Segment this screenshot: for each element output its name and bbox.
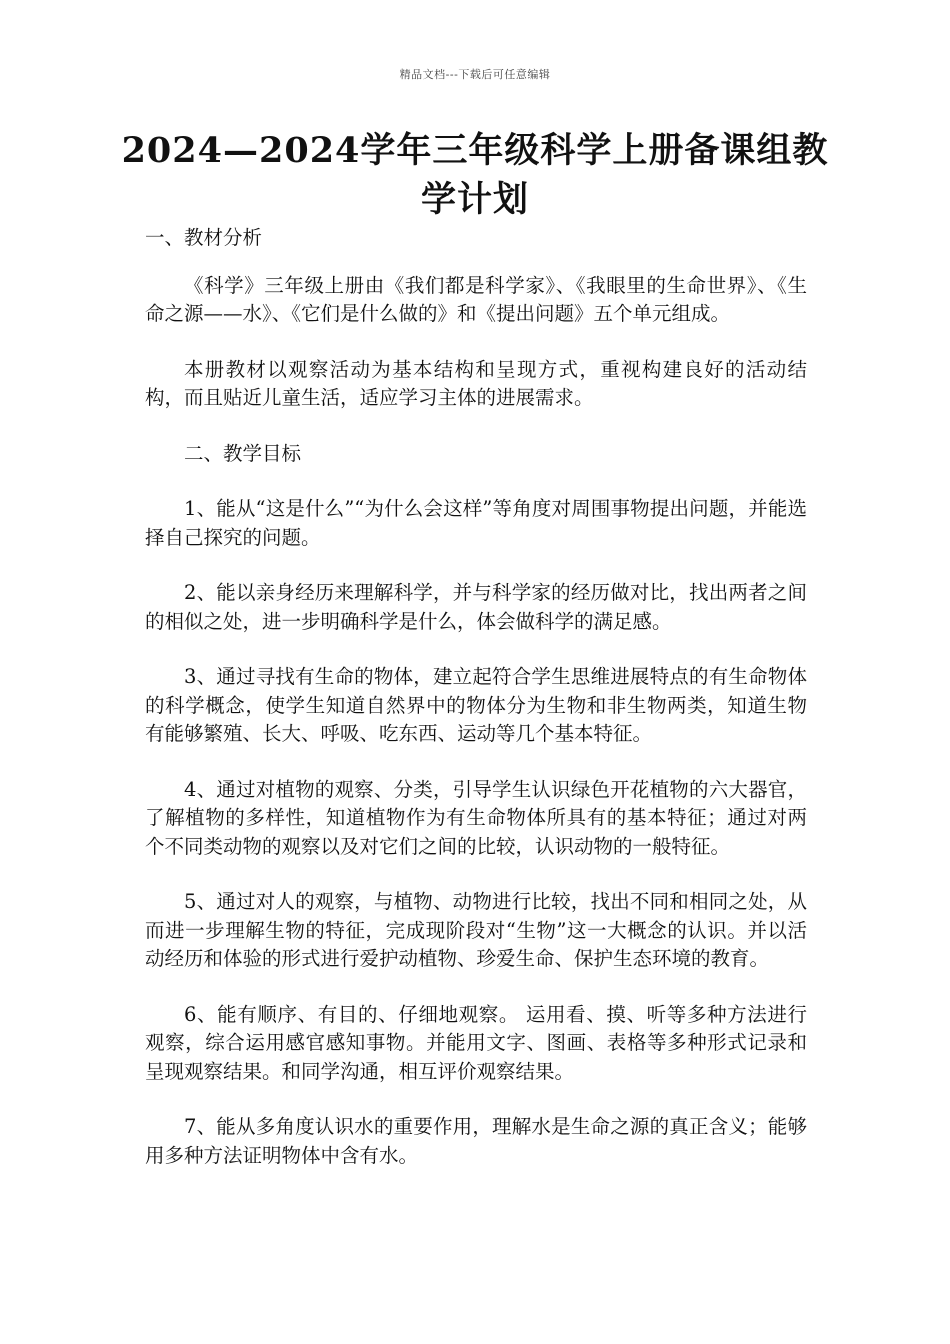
goal-item-5: 5、通过对人的观察，与植物、动物进行比较，找出不同和相同之处，从而进一步理解生物的特征，完成现阶段对“生物”这一大概念的认识。并以活动经历和体验的形式进行爱护动植物、珍爱生命、保护生态环境的教育。: [145, 890, 807, 970]
header-note: 精品文档---下载后可任意编辑: [399, 68, 551, 81]
goal-item-3: 3、通过寻找有生命的物体，建立起符合学生思维进展特点的有生命物体的科学概念，使学生知道自然界中的物体分为生物和非生物两类，知道生物有能够繁殖、长大、呼吸、吃东西、运动等几个基本特征。: [145, 665, 807, 745]
section-heading-goals: 二、教学目标: [184, 441, 302, 465]
document-body: [145, 224, 807, 1197]
goal-item-6: 6、能有顺序、有目的、仔细地观察。 运用看、摸、听等多种方法进行观察，综合运用感官感知事物。并能用文字、图画、表格等多种形式记录和呈现观察结果。和同学沟通，相互评价观察结果。: [145, 1002, 807, 1083]
goal-item-7: 7、能从多角度认识水的重要作用，理解水是生命之源的真正含义；能够用多种方法证明物体中含有水。: [145, 1115, 807, 1167]
section-heading-materials: 一、教材分析: [145, 226, 263, 249]
goal-item-4: 4、通过对植物的观察、分类，引导学生认识绿色开花植物的六大器官，了解植物的多样性，知道植物作为有生命物体所具有的基本特征；通过对两个不同类动物的观察以及对它们之间的比较，认识动物的一般特征。: [145, 777, 807, 858]
paragraph-materials-2: 本册教材以观察活动为基本结构和呈现方式，重视构建良好的活动结构，而且贴近儿童生活，适应学习主体的进展需求。: [145, 357, 807, 409]
document-title: 2024—2024学年三年级科学上册备课组教学计划: [121, 130, 829, 220]
goal-item-1: 1、能从“这是什么”“为什么会这样”等角度对周围事物提出问题，并能选择自己探究的问题。: [145, 497, 807, 549]
paragraph-materials-1: 《科学》三年级上册由《我们都是科学家》、《我眼里的生命世界》、《生命之源——水》、《它们是什么做的》和《提出问题》五个单元组成。: [145, 273, 807, 325]
goal-item-2: 2、能以亲身经历来理解科学，并与科学家的经历做对比，找出两者之间的相似之处，进一步明确科学是什么，体会做科学的满足感。: [145, 581, 807, 633]
